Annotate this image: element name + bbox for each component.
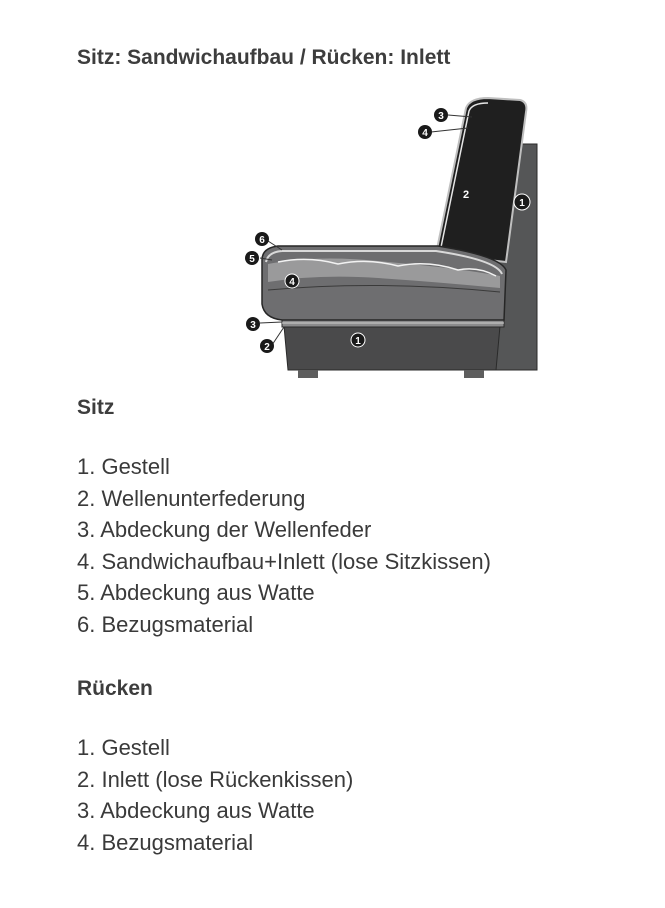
sitz-heading: Sitz (77, 396, 115, 419)
marker-seat-5 (245, 251, 259, 265)
marker-seat-1 (351, 333, 365, 347)
base-frame (284, 326, 500, 370)
svg-text:4: 4 (422, 128, 428, 139)
svg-text:2: 2 (462, 189, 470, 201)
svg-text:4: 4 (289, 277, 295, 288)
marker-back-4 (418, 125, 432, 139)
marker-back-2 (463, 189, 469, 201)
marker-seat-2 (260, 339, 274, 353)
marker-back-3 (434, 108, 448, 122)
page-title: Sitz: Sandwichaufbau / Rücken: Inlett (77, 46, 451, 69)
svg-text:1: 1 (519, 198, 525, 209)
list-item: 2. Inlett (lose Rückenkissen) (77, 766, 354, 792)
ruecken-heading: Rücken (77, 677, 153, 700)
list-item: 6. Bezugsmaterial (77, 611, 254, 637)
marker-seat-3 (246, 317, 260, 331)
marker-seat-6 (255, 232, 269, 246)
list-item: 5. Abdeckung aus Watte (77, 580, 315, 605)
list-item: 1. Gestell (77, 735, 170, 760)
svg-text:1: 1 (355, 336, 361, 347)
back-foot (464, 370, 484, 378)
svg-text:5: 5 (249, 254, 255, 265)
marker-back-1 (514, 194, 530, 210)
ruecken-list (77, 732, 353, 858)
list-item: 3. Abdeckung aus Watte (77, 798, 315, 823)
list-item: 4. Bezugsmaterial (77, 829, 254, 855)
list-item: 3. Abdeckung der Wellenfeder (77, 517, 372, 542)
svg-text:3: 3 (438, 111, 444, 122)
list-item: 4. Sandwichaufbau+Inlett (lose Sitzkissen) (77, 548, 491, 574)
marker-seat-4 (285, 274, 299, 288)
seat-construction-diagram (238, 94, 548, 384)
list-item: 1. Gestell (77, 454, 170, 479)
svg-text:2: 2 (264, 342, 270, 353)
svg-text:3: 3 (250, 320, 256, 331)
sitz-list (77, 451, 491, 640)
list-item: 2. Wellenunterfederung (77, 485, 306, 511)
svg-text:6: 6 (259, 235, 265, 246)
front-foot (298, 370, 318, 378)
